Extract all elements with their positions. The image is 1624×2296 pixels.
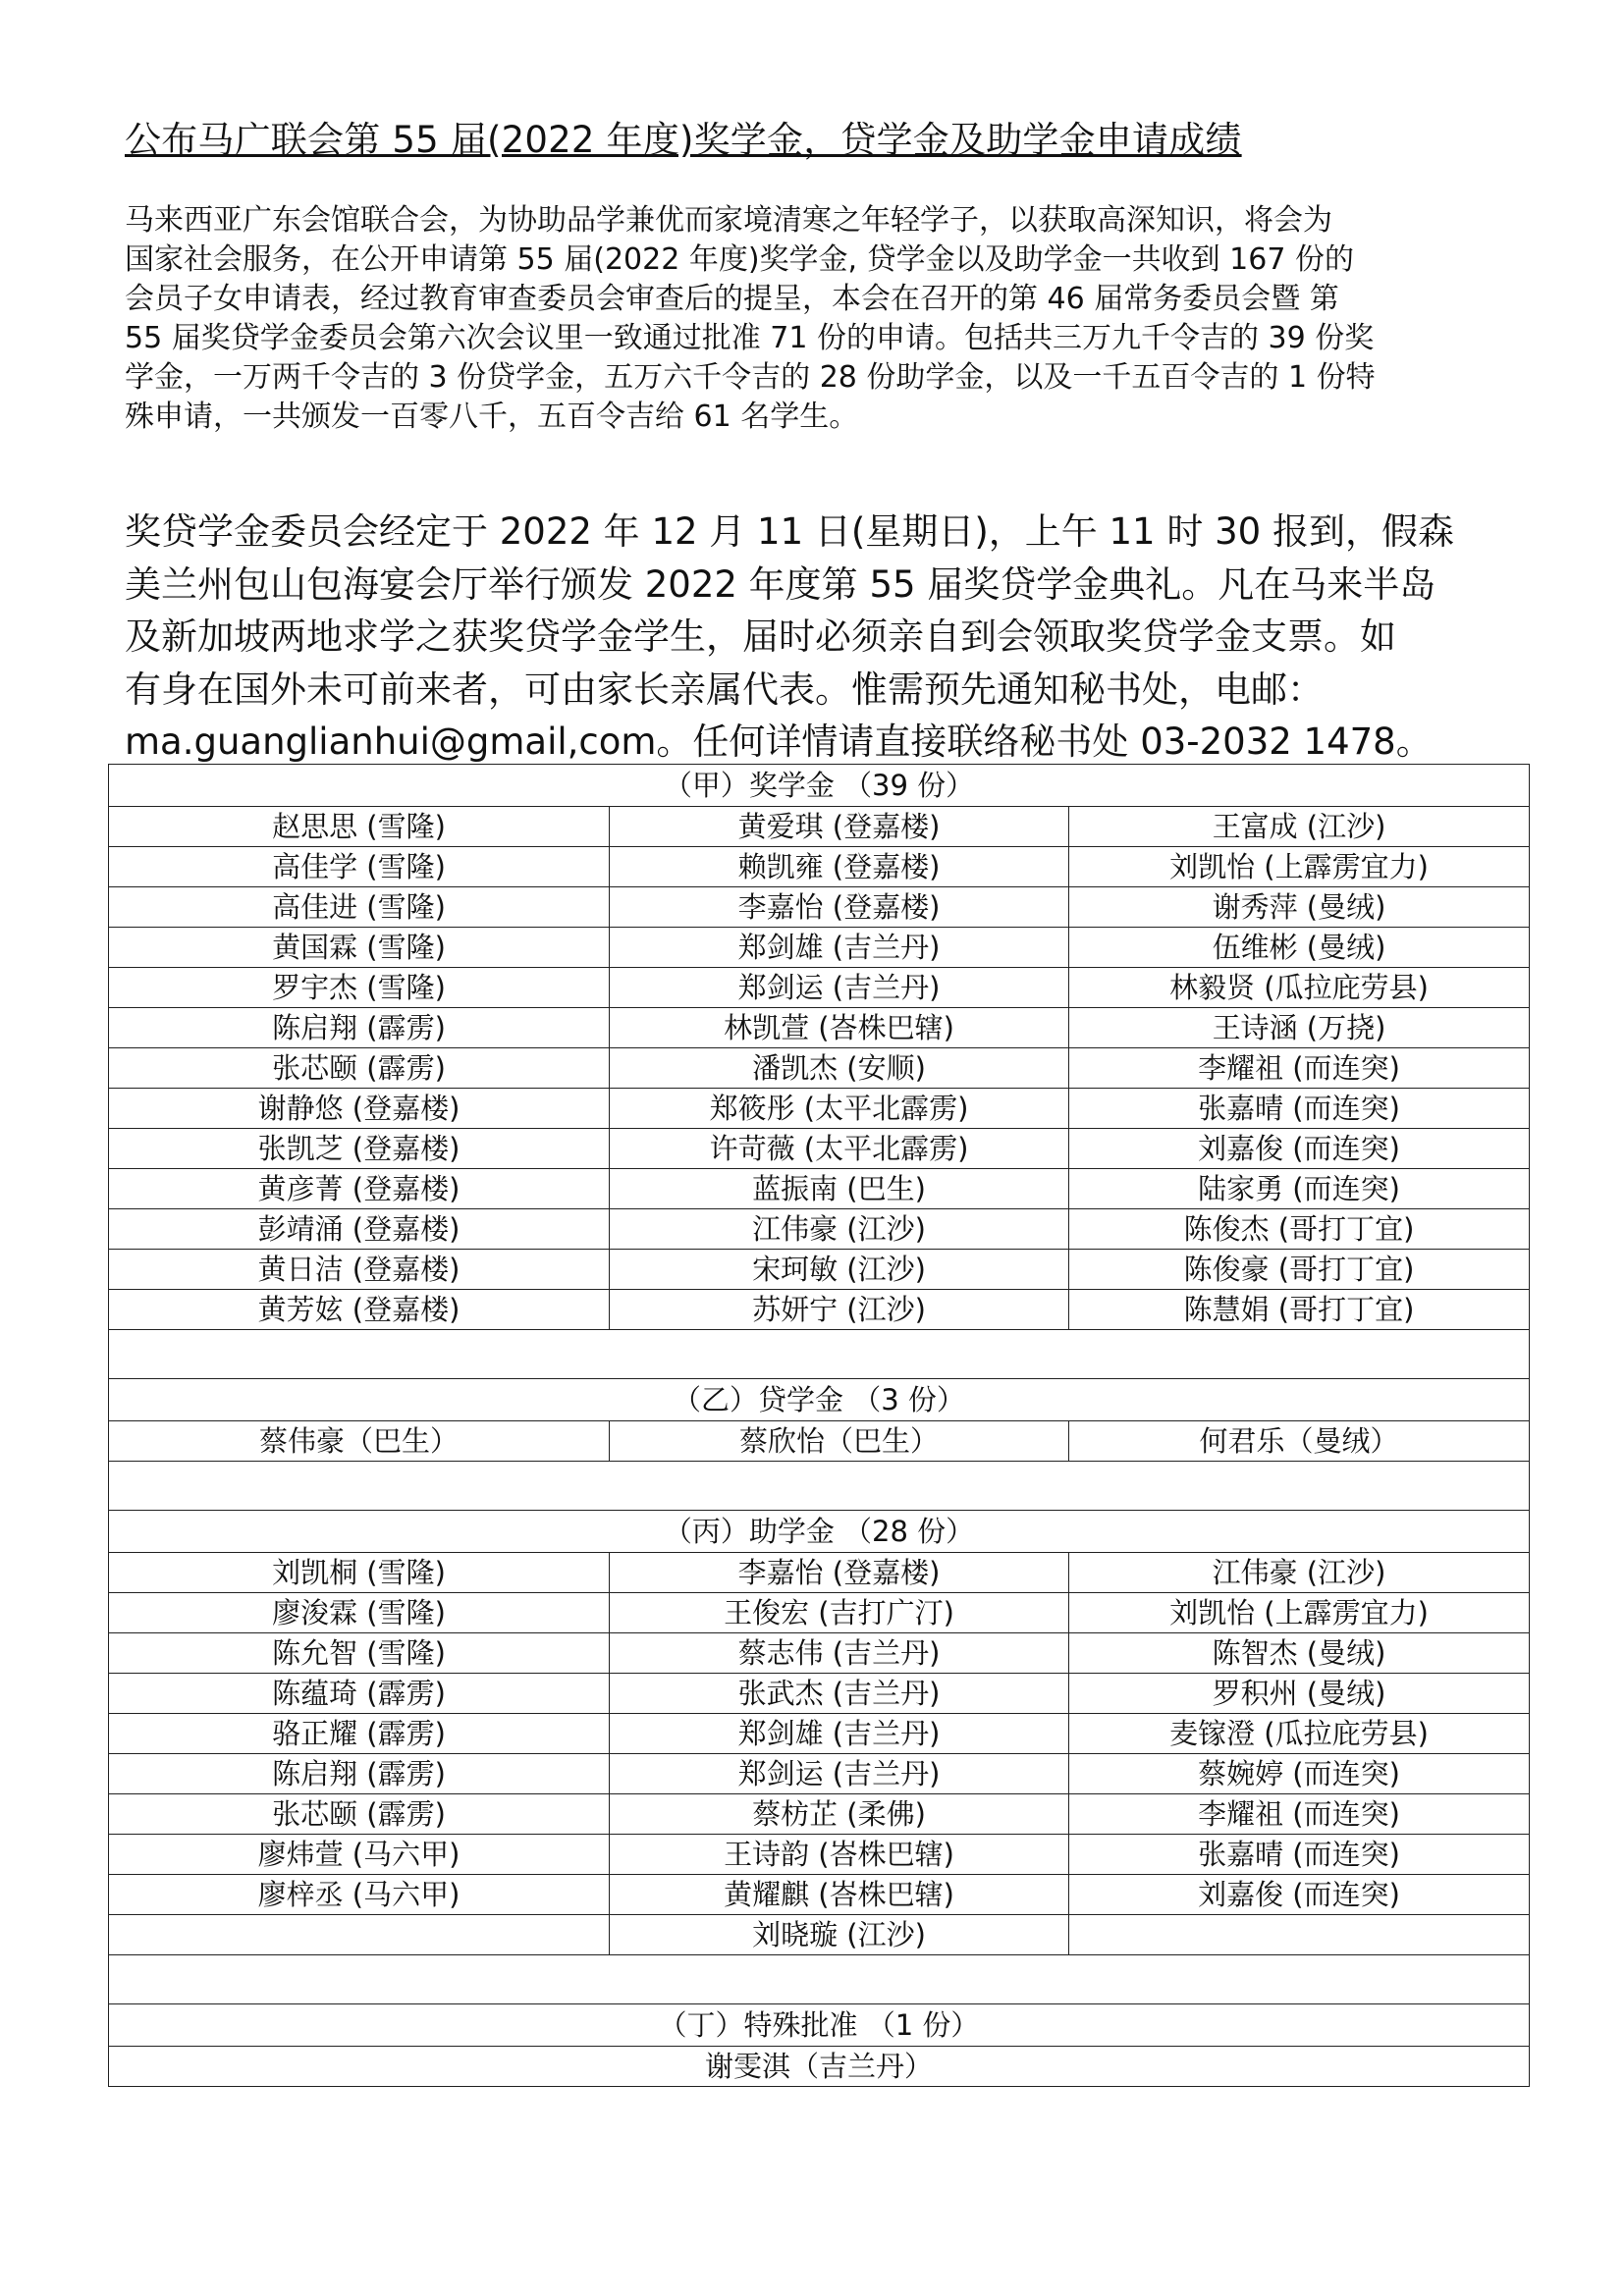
scholarship-row [109, 887, 1530, 928]
spacer-cell [109, 1955, 1530, 2004]
scholarship-recipient-cell: 黄日洁 (登嘉楼) [109, 1250, 610, 1290]
aid-heading: （丙）助学金 （28 份） [109, 1511, 1530, 1553]
scholarship-row [109, 1209, 1530, 1250]
scholarship-recipient-cell: 陆家勇 (而连突) [1069, 1169, 1530, 1209]
aid-row [109, 1593, 1530, 1633]
scholarship-recipient-cell: 谢静悠 (登嘉楼) [109, 1089, 610, 1129]
scholarship-recipient-cell: 陈俊杰 (哥打丁宜) [1069, 1209, 1530, 1250]
scholarship-recipient-cell: 潘凯杰 (安顺) [610, 1048, 1069, 1089]
scholarship-recipient-cell: 谢秀萍 (曼绒) [1069, 887, 1530, 928]
scholarship-recipient-cell: 张嘉晴 (而连突) [1069, 1089, 1530, 1129]
aid-recipient-cell: 蔡志伟 (吉兰丹) [610, 1633, 1069, 1674]
aid-row [109, 1754, 1530, 1794]
aid-row [109, 1835, 1530, 1875]
scholarship-recipient-cell: 赖凯雍 (登嘉楼) [610, 847, 1069, 887]
scholarship-heading-row [109, 765, 1530, 807]
spacer-cell [109, 1330, 1530, 1379]
intro-paragraph [125, 201, 1529, 437]
aid-recipient-cell: 李耀祖 (而连突) [1069, 1794, 1530, 1835]
aid-row [109, 1553, 1530, 1593]
aid-row [109, 1714, 1530, 1754]
aid-recipient-cell: 刘嘉俊 (而连突) [1069, 1875, 1530, 1915]
aid-row [109, 1915, 1530, 1955]
scholarship-recipient-cell: 郑筱彤 (太平北霹雳) [610, 1089, 1069, 1129]
ceremony-line: 有身在国外未可前来者，可由家长亲属代表。惟需预先通知秘书处，电邮： [125, 667, 1324, 711]
loan-recipient-cell: 蔡伟豪（巴生） [109, 1421, 610, 1462]
scholarship-recipient-cell: 黄国霖 (雪隆) [109, 928, 610, 968]
scholarship-recipient-cell: 李嘉怡 (登嘉楼) [610, 887, 1069, 928]
aid-recipient-cell: 刘凯桐 (雪隆) [109, 1553, 610, 1593]
scholarship-recipient-cell: 苏妍宁 (江沙) [610, 1290, 1069, 1330]
scholarship-row [109, 1048, 1530, 1089]
scholarship-recipient-cell: 黄芳妶 (登嘉楼) [109, 1290, 610, 1330]
page-title: 公布马广联会第 55 届(2022 年度)奖学金，贷学金及助学金申请成绩 [125, 119, 1242, 161]
aid-recipient-cell: 陈智杰 (曼绒) [1069, 1633, 1530, 1674]
aid-recipient-cell: 张嘉晴 (而连突) [1069, 1835, 1530, 1875]
intro-line: 国家社会服务，在公开申请第 55 届(2022 年度)奖学金, 贷学金以及助学金一共收到 167 份的 [125, 242, 1354, 277]
aid-row [109, 1875, 1530, 1915]
ceremony-line: 奖贷学金委员会经定于 2022 年 12 月 11 日(星期日)，上午 11 时 30 报到，假森 [125, 510, 1454, 553]
scholarship-recipient-cell: 郑剑雄 (吉兰丹) [610, 928, 1069, 968]
scholarship-recipient-cell: 彭靖涌 (登嘉楼) [109, 1209, 610, 1250]
scholarship-recipient-cell: 郑剑运 (吉兰丹) [610, 968, 1069, 1008]
scholarship-row [109, 968, 1530, 1008]
aid-recipient-cell: 陈允智 (雪隆) [109, 1633, 610, 1674]
scholarship-recipient-cell: 林毅贤 (瓜拉庇劳县) [1069, 968, 1530, 1008]
special-recipient-cell: 谢雯淇（吉兰丹） [109, 2047, 1530, 2087]
spacer-row [109, 1330, 1530, 1379]
scholarship-recipient-cell: 高佳进 (雪隆) [109, 887, 610, 928]
scholarship-recipient-cell: 黄爱琪 (登嘉楼) [610, 807, 1069, 847]
scholarship-recipient-cell: 陈俊豪 (哥打丁宜) [1069, 1250, 1530, 1290]
results-table [108, 764, 1530, 2087]
aid-recipient-cell: 郑剑雄 (吉兰丹) [610, 1714, 1069, 1754]
aid-recipient-cell: 骆正耀 (霹雳) [109, 1714, 610, 1754]
aid-recipient-cell: 陈蕴琦 (霹雳) [109, 1674, 610, 1714]
ceremony-line: ma.guanglianhui@gmail,com。任何详情请直接联络秘书处 03-2032 1478。 [125, 721, 1433, 763]
intro-line: 会员子女申请表，经过教育审查委员会审查后的提呈，本会在召开的第 46 届常务委员会暨 第 [125, 282, 1339, 316]
intro-line: 55 届奖贷学金委员会第六次会议里一致通过批准 71 份的申请。包括共三万九千令吉的 39 份奖 [125, 321, 1375, 355]
scholarship-row [109, 1250, 1530, 1290]
aid-recipient-cell: 李嘉怡 (登嘉楼) [610, 1553, 1069, 1593]
scholarship-recipient-cell: 陈慧娟 (哥打丁宜) [1069, 1290, 1530, 1330]
scholarship-row [109, 1290, 1530, 1330]
ceremony-paragraph [125, 506, 1539, 769]
scholarship-recipient-cell: 王诗涵 (万挠) [1069, 1008, 1530, 1048]
aid-recipient-cell: 刘凯怡 (上霹雳宜力) [1069, 1593, 1530, 1633]
aid-recipient-cell: 张武杰 (吉兰丹) [610, 1674, 1069, 1714]
aid-recipient-cell: 麦镓澄 (瓜拉庇劳县) [1069, 1714, 1530, 1754]
aid-recipient-cell: 王诗韵 (峇株巴辖) [610, 1835, 1069, 1875]
scholarship-row [109, 928, 1530, 968]
intro-line: 殊申请，一共颁发一百零八千，五百令吉给 61 名学生。 [125, 400, 859, 434]
scholarship-recipient-cell: 刘嘉俊 (而连突) [1069, 1129, 1530, 1169]
aid-recipient-cell: 陈启翔 (霹雳) [109, 1754, 610, 1794]
aid-recipient-cell: 王俊宏 (吉打广汀) [610, 1593, 1069, 1633]
aid-recipient-cell: 江伟豪 (江沙) [1069, 1553, 1530, 1593]
scholarship-row [109, 1008, 1530, 1048]
intro-line: 马来西亚广东会馆联合会，为协助品学兼优而家境清寒之年轻学子，以获取高深知识，将会为 [125, 203, 1332, 238]
loan-heading-row [109, 1379, 1530, 1421]
scholarship-row [109, 1169, 1530, 1209]
aid-recipient-cell [1069, 1915, 1530, 1955]
scholarship-recipient-cell: 高佳学 (雪隆) [109, 847, 610, 887]
scholarship-row [109, 1089, 1530, 1129]
aid-recipient-cell [109, 1915, 610, 1955]
loan-recipient-cell: 何君乐（曼绒） [1069, 1421, 1530, 1462]
spacer-row [109, 1955, 1530, 2004]
loan-recipient-cell: 蔡欣怡（巴生） [610, 1421, 1069, 1462]
aid-recipient-cell: 廖浚霖 (雪隆) [109, 1593, 610, 1633]
ceremony-line: 美兰州包山包海宴会厅举行颁发 2022 年度第 55 届奖贷学金典礼。凡在马来半岛 [125, 562, 1436, 606]
scholarship-recipient-cell: 刘凯怡 (上霹雳宜力) [1069, 847, 1530, 887]
ceremony-line: 及新加坡两地求学之获奖贷学金学生，届时必须亲自到会领取奖贷学金支票。如 [125, 615, 1396, 658]
aid-recipient-cell: 刘晓璇 (江沙) [610, 1915, 1069, 1955]
aid-recipient-cell: 廖梓丞 (马六甲) [109, 1875, 610, 1915]
aid-recipient-cell: 张芯颐 (霹雳) [109, 1794, 610, 1835]
aid-row [109, 1794, 1530, 1835]
scholarship-recipient-cell: 张芯颐 (霹雳) [109, 1048, 610, 1089]
scholarship-recipient-cell: 林凯萱 (峇株巴辖) [610, 1008, 1069, 1048]
special-heading-row [109, 2004, 1530, 2047]
spacer-cell [109, 1462, 1530, 1511]
scholarship-recipient-cell: 宋珂敏 (江沙) [610, 1250, 1069, 1290]
aid-row [109, 1633, 1530, 1674]
aid-recipient-cell: 黄耀麒 (峇株巴辖) [610, 1875, 1069, 1915]
scholarship-recipient-cell: 黄彦菁 (登嘉楼) [109, 1169, 610, 1209]
scholarship-recipient-cell: 李耀祖 (而连突) [1069, 1048, 1530, 1089]
scholarship-recipient-cell: 赵思思 (雪隆) [109, 807, 610, 847]
loan-heading: （乙）贷学金 （3 份） [109, 1379, 1530, 1421]
scholarship-recipient-cell: 蓝振南 (巴生) [610, 1169, 1069, 1209]
scholarship-recipient-cell: 王富成 (江沙) [1069, 807, 1530, 847]
scholarship-recipient-cell: 罗宇杰 (雪隆) [109, 968, 610, 1008]
intro-line: 学金，一万两千令吉的 3 份贷学金，五万六千令吉的 28 份助学金，以及一千五百令吉的 1 份特 [125, 360, 1376, 395]
scholarship-heading: （甲）奖学金 （39 份） [109, 765, 1530, 807]
spacer-row [109, 1462, 1530, 1511]
aid-recipient-cell: 蔡婉婷 (而连突) [1069, 1754, 1530, 1794]
scholarship-recipient-cell: 陈启翔 (霹雳) [109, 1008, 610, 1048]
aid-recipient-cell: 罗积州 (曼绒) [1069, 1674, 1530, 1714]
scholarship-row [109, 1129, 1530, 1169]
scholarship-recipient-cell: 许苛薇 (太平北霹雳) [610, 1129, 1069, 1169]
scholarship-row [109, 807, 1530, 847]
special-heading: （丁）特殊批准 （1 份） [109, 2004, 1530, 2047]
special-row [109, 2047, 1530, 2087]
aid-recipient-cell: 廖炜萱 (马六甲) [109, 1835, 610, 1875]
scholarship-recipient-cell: 江伟豪 (江沙) [610, 1209, 1069, 1250]
aid-heading-row [109, 1511, 1530, 1553]
scholarship-row [109, 847, 1530, 887]
scholarship-recipient-cell: 伍维彬 (曼绒) [1069, 928, 1530, 968]
scholarship-recipient-cell: 张凯芝 (登嘉楼) [109, 1129, 610, 1169]
loan-row [109, 1421, 1530, 1462]
aid-row [109, 1674, 1530, 1714]
aid-recipient-cell: 郑剑运 (吉兰丹) [610, 1754, 1069, 1794]
aid-recipient-cell: 蔡枋芷 (柔佛) [610, 1794, 1069, 1835]
